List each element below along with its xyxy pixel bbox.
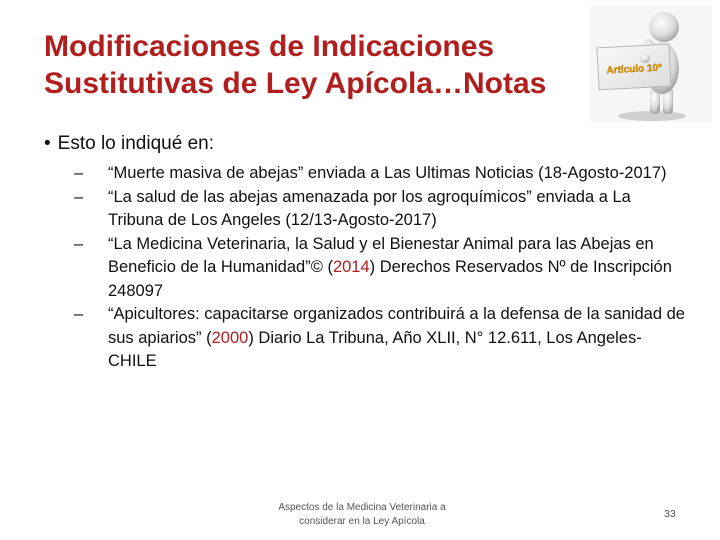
dash-icon: – xyxy=(74,187,84,206)
bullet-intro xyxy=(44,133,214,155)
bullet-icon: • xyxy=(44,133,51,154)
sign-text: Artículo 10º xyxy=(606,62,663,77)
list-item: – “Muerte masiva de abejas” enviada a Las Ultimas Noticias (18-Agosto-2017) xyxy=(96,162,686,186)
title-line-1: Modificaciones de Indicaciones xyxy=(44,30,495,63)
title-line-2: Sustitutivas de Ley Apícola…Notas xyxy=(44,67,547,100)
list-item: – “La Medicina Veterinaria, la Salud y el Bienestar Animal para las Abejas en Beneficio de la Humanidad”© (2014) Derechos Reservados Nº de Inscripción 248097 xyxy=(74,234,672,300)
year-highlight: 2000 xyxy=(211,328,249,347)
slide-title xyxy=(44,28,584,102)
dash-icon: – xyxy=(74,305,84,323)
person-holding-sign-illustration xyxy=(590,6,712,122)
page-number: 33 xyxy=(664,508,676,520)
list-item: – “La salud de las abejas amenazada por los agroquímicos” enviada a La Tribuna de Los Angeles (12/13-Agosto-2017) xyxy=(74,187,631,229)
dash-icon: – xyxy=(74,234,84,253)
bullet-text: Esto lo indiqué en: xyxy=(57,133,214,154)
dash-icon: – xyxy=(74,164,84,182)
list-item: – “Apicultores: capacitarse organizados contribuirá a la defensa de la sanidad de sus apiarios” (2000) Diario La Tribuna, Año XLII, N° 12.611, Los Angeles-CHILE xyxy=(74,305,685,370)
year-highlight: 2014 xyxy=(332,258,370,276)
reference-list xyxy=(74,162,686,374)
slide-footer: Aspectos de la Medicina Veterinaria a considerar en la Ley Apícola xyxy=(278,502,446,527)
